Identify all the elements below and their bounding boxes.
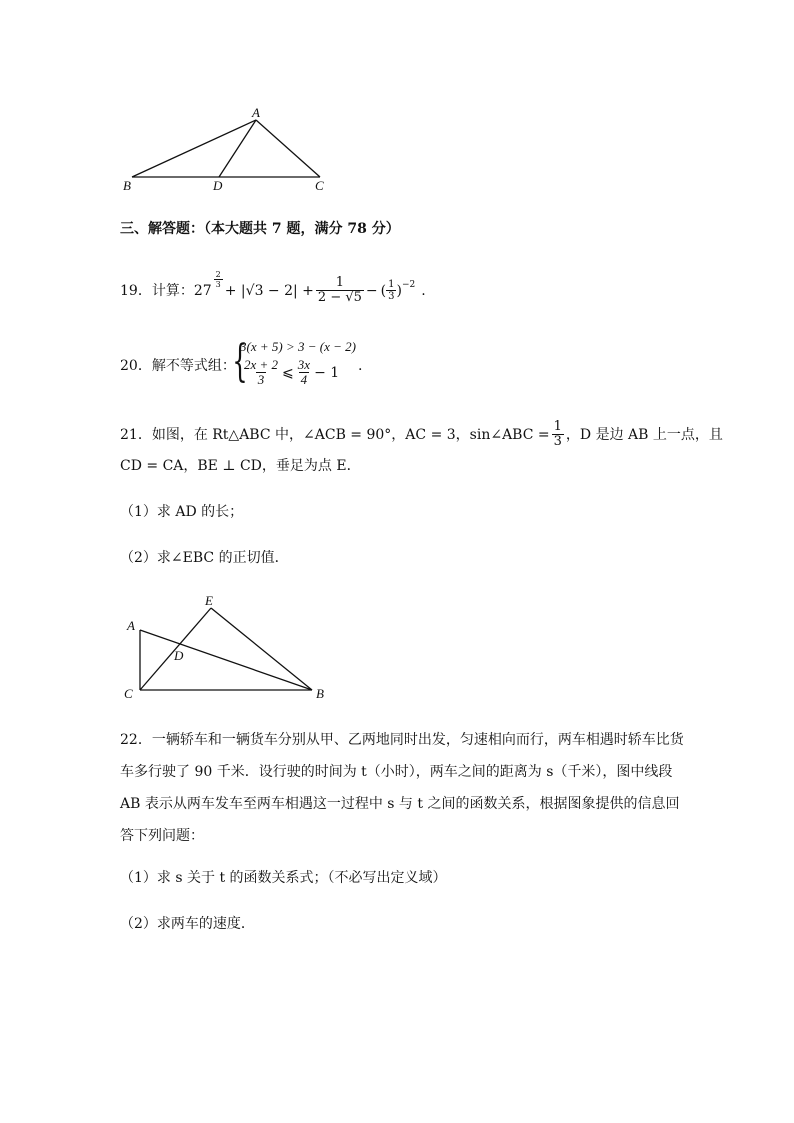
q19-minus: − — [365, 282, 378, 299]
q20-frac1-num: 2x + 2 — [244, 357, 279, 372]
q19-number: 19． — [120, 282, 152, 299]
q20-line2 — [240, 358, 339, 387]
q21-line1 — [120, 420, 723, 449]
segment-ac — [256, 120, 320, 177]
q19-exp-num: 2 — [215, 270, 221, 279]
q19-end: . — [421, 282, 426, 299]
q19-frac-den: 2 − √5 — [317, 290, 362, 305]
q19-exp-den: 3 — [215, 280, 221, 289]
q19-abs-part: + |√3 − 2| + — [224, 282, 314, 299]
q22-part2: （2）求两车的速度． — [120, 916, 255, 932]
q19-fraction — [316, 276, 364, 305]
q21-part2: （2）求∠EBC 的正切值． — [120, 550, 289, 566]
q22-part1: （1）求 s 关于 t 的函数关系式；（不必写出定义域） — [120, 870, 447, 886]
q19-paren-den: 3 — [388, 291, 395, 302]
q20-frac2-den: 4 — [300, 372, 308, 387]
q20-prefix: 解不等式组： — [151, 358, 236, 374]
q22-line3: AB 表示从两车发车至两车相遇这一过程中 s 与 t 之间的函数关系，根据图象提供的信息回 — [120, 796, 680, 812]
label-e: E — [205, 593, 213, 608]
q20-brace: { — [232, 336, 248, 387]
q21-frac-den: 3 — [553, 434, 562, 449]
q22-line2: 车多行驶了 90 千米．设行驶的时间为 t（小时），两车之间的距离为 s（千米），图中线段 — [120, 764, 673, 780]
q20-frac2 — [296, 358, 312, 387]
q20-end: . — [358, 358, 363, 374]
q22-line4: 答下列问题： — [120, 828, 204, 844]
q20-number: 20． — [120, 358, 152, 374]
q20-frac1 — [242, 358, 280, 387]
q21-line1-b: ，D 是边 AB 上一点，且 — [565, 426, 723, 443]
label-b: B — [316, 686, 324, 701]
q20-frac2-num: 3x — [297, 357, 311, 372]
q19-paren-open: ( — [380, 282, 387, 299]
q19-paren-close: ) — [396, 282, 402, 299]
q20-relation: ⩽ — [282, 364, 294, 381]
q19-paren-fraction — [386, 279, 396, 302]
label-d: D — [174, 648, 184, 663]
label-b: B — [123, 178, 131, 193]
q19-base: 27 — [193, 282, 212, 299]
q20-frac1-den: 3 — [257, 372, 265, 387]
q22-line1: 22．一辆轿车和一辆货车分别从甲、乙两地同时出发，匀速相向而行，两车相遇时轿车比货 — [120, 732, 684, 748]
label-a: A — [252, 105, 260, 120]
q19-paren-num: 1 — [388, 279, 395, 290]
figure-triangle-abc — [110, 100, 350, 200]
q21-line1-a: 21．如图，在 Rt△ABC 中，∠ACB = 90°，AC = 3，sin∠ABC = — [120, 426, 550, 443]
q20-tail: − 1 — [314, 364, 340, 381]
label-c: C — [315, 178, 324, 193]
q21-line2: CD = CA，BE ⊥ CD，垂足为点 E． — [120, 458, 361, 474]
q21-fraction — [552, 420, 564, 449]
question-20-label — [120, 356, 236, 376]
q20-line1: 3(x + 5) > 3 − (x − 2) — [240, 339, 356, 354]
figure-triangle-abc-2 — [115, 590, 345, 705]
q19-frac-num: 1 — [335, 275, 345, 290]
q21-part1: （1）求 AD 的长； — [120, 504, 244, 520]
question-19: 19． 计算： 27 $\frac{2}{3}$ + |√3 − 2| + $\frac{1}{2 - √5}$ − ( $\frac{1}{3}$ ) −2 . — [120, 270, 426, 305]
q19-prefix: 计算： — [151, 282, 194, 299]
label-c: C — [124, 686, 133, 701]
q19-exponent — [214, 270, 223, 289]
label-d: D — [213, 178, 223, 193]
segment-eb — [211, 608, 312, 690]
q21-frac-num: 1 — [553, 419, 562, 434]
section-title: 三、解答题：（本大题共 7 题，满分 78 分） — [120, 221, 400, 237]
label-a: A — [127, 618, 135, 633]
